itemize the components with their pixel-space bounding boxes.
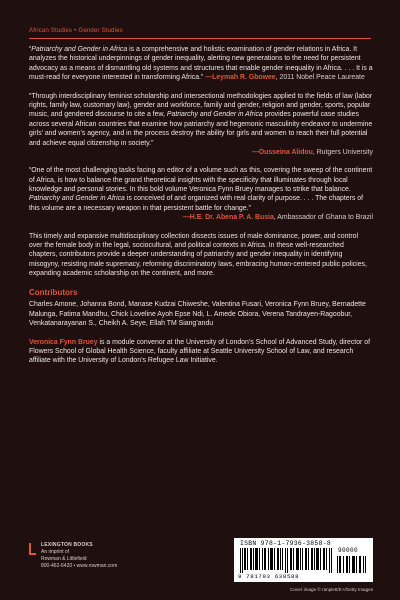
category-line xyxy=(29,27,123,35)
blurb-attribution xyxy=(205,74,365,81)
blurb-text: “Through interdisciplinary feminist scholarship and intersectional methodologies applied to the fields of law (labor rights, family law, customary law), gender and workforce, family and gender, religion and gender, sports, popular music, and gendered discourse to cite a few, xyxy=(29,92,373,119)
cover-text xyxy=(29,45,373,375)
contributors-section xyxy=(29,288,373,329)
blurb-text: is a comprehensive and holistic examination of gender relations in Africa. It analyzes the historical underpinnings of gender inequality, alerting new generations to the need for persistent advocacy as a means of dismantling old systems and structures that enable gender inequality in Africa. . . . It is a must-read for everyone interested in transforming Africa.” xyxy=(29,46,373,82)
attribution-role: , Ambassador of Ghana to Brazil xyxy=(273,214,373,222)
blurb-busia xyxy=(29,166,373,222)
blurb-quote xyxy=(29,45,373,83)
editor-bio-text: is a module convenor at the University of London’s School of Advanced Study, director of Flowers School of Global Health Science, faculty affiliate at Seattle University School of Law, and research affiliate with the University of London’s Refugee Law Initiative. xyxy=(29,338,371,365)
cover-footer xyxy=(29,542,373,590)
publisher-logo-icon xyxy=(29,543,36,555)
blurb-gbowee xyxy=(29,45,373,83)
publisher-parent: Rowman & Littlefield xyxy=(41,555,87,562)
cover-image-credit: Cover image © ranplett/E+/Getty Images xyxy=(290,587,373,592)
publisher-name: LEXINGTON BOOKS xyxy=(41,542,93,548)
category-separator: • xyxy=(74,27,77,34)
blurb-text: is conceived of and organized with real clarity of purpose. . . . The chapters of this volume are a necessary weapon in that persistent battle for change.” xyxy=(29,195,364,212)
book-title-ref: Patriarchy and Gender in Africa xyxy=(166,111,263,119)
price-code: 90000 xyxy=(338,547,359,554)
header-rule xyxy=(29,38,371,39)
barcode-bars-icon xyxy=(240,548,334,573)
attribution-role: , 2011 Nobel Peace Laureate xyxy=(275,74,365,82)
editor-bio xyxy=(29,338,373,366)
barcode-digits: 9 781793 638588 xyxy=(238,573,300,580)
isbn-text: ISBN 978-1-7936-3858-8 xyxy=(240,540,331,547)
blurb-text: “One of the most challenging tasks facing an editor of a volume such as this, covering the sweep of the continent of Africa, is how to balance the grand theoretical insights with the specificity that illuminates through local knowledge and personal stories. In this bold volume Veronica Fynn Bruey manages to strike that balance. xyxy=(29,167,373,194)
attribution-name: —H.E. Dr. Abena P. A. Busia xyxy=(182,214,274,222)
attribution-role: , Rutgers University xyxy=(312,148,373,156)
publisher-block xyxy=(29,542,117,570)
attribution-name: —Leymah R. Gbowee xyxy=(205,74,276,82)
blurb-quote xyxy=(29,166,373,213)
blurb-alidou xyxy=(29,92,373,158)
publisher-contact: 800-462-6420 • www.rowman.com xyxy=(41,562,118,569)
open-quote: “ xyxy=(29,46,32,53)
blurb-attribution xyxy=(29,213,373,222)
blurb-attribution xyxy=(29,148,373,157)
addon-barcode-icon xyxy=(337,548,367,573)
contributors-heading: Contributors xyxy=(29,287,78,297)
category-african-studies: African Studies xyxy=(29,27,73,34)
isbn-barcode xyxy=(234,538,373,582)
blurb-quote xyxy=(29,92,373,148)
attribution-name: —Ousseina Alidou xyxy=(251,148,313,156)
blurb-text: provides powerful case studies across several African countries that examine how patriarchy and hegemonic masculinity endeavor to undermine girls’ and women’s agency, and in the process destroy the ability for girls and women to reach their full potential and achieve equal citizenship in society.” xyxy=(29,111,373,147)
editor-name: Veronica Fynn Bruey xyxy=(29,338,98,346)
publisher-imprint: An imprint of xyxy=(41,548,70,555)
book-title-ref: Patriarchy and Gender in Africa xyxy=(31,46,128,53)
book-title-ref: Patriarchy and Gender in Africa xyxy=(29,195,125,203)
contributors-list: Charles Amone, Johanna Bond, Manase Kudzai Chiweshe, Valentina Fusari, Veronica Fynn Bruey, Bernadette Malunga, Fatima Mandhu, Chick Loveline Ayoh Epse Ndi, L. Amede Obiora, Verena Tandrayen-Ragoobur, Venkatanarayanan S., Cheikh A. Seye, Ellah TM Siang’andu xyxy=(29,301,366,328)
category-gender-studies: Gender Studies xyxy=(78,27,123,34)
book-description: This timely and expansive multidisciplinary collection dissects issues of male dominance, power, and control over the female body in the legal, sociocultural, and political contexts in Africa. In these well-researched chapters, contributors provide a deeper understanding of patriarchy and gender inequality in identifying misogyny, resisting male supremacy, reforming discriminatory laws, embracing human-centered public policies, expanding academic scholarship on the continent, and more. xyxy=(29,232,367,278)
